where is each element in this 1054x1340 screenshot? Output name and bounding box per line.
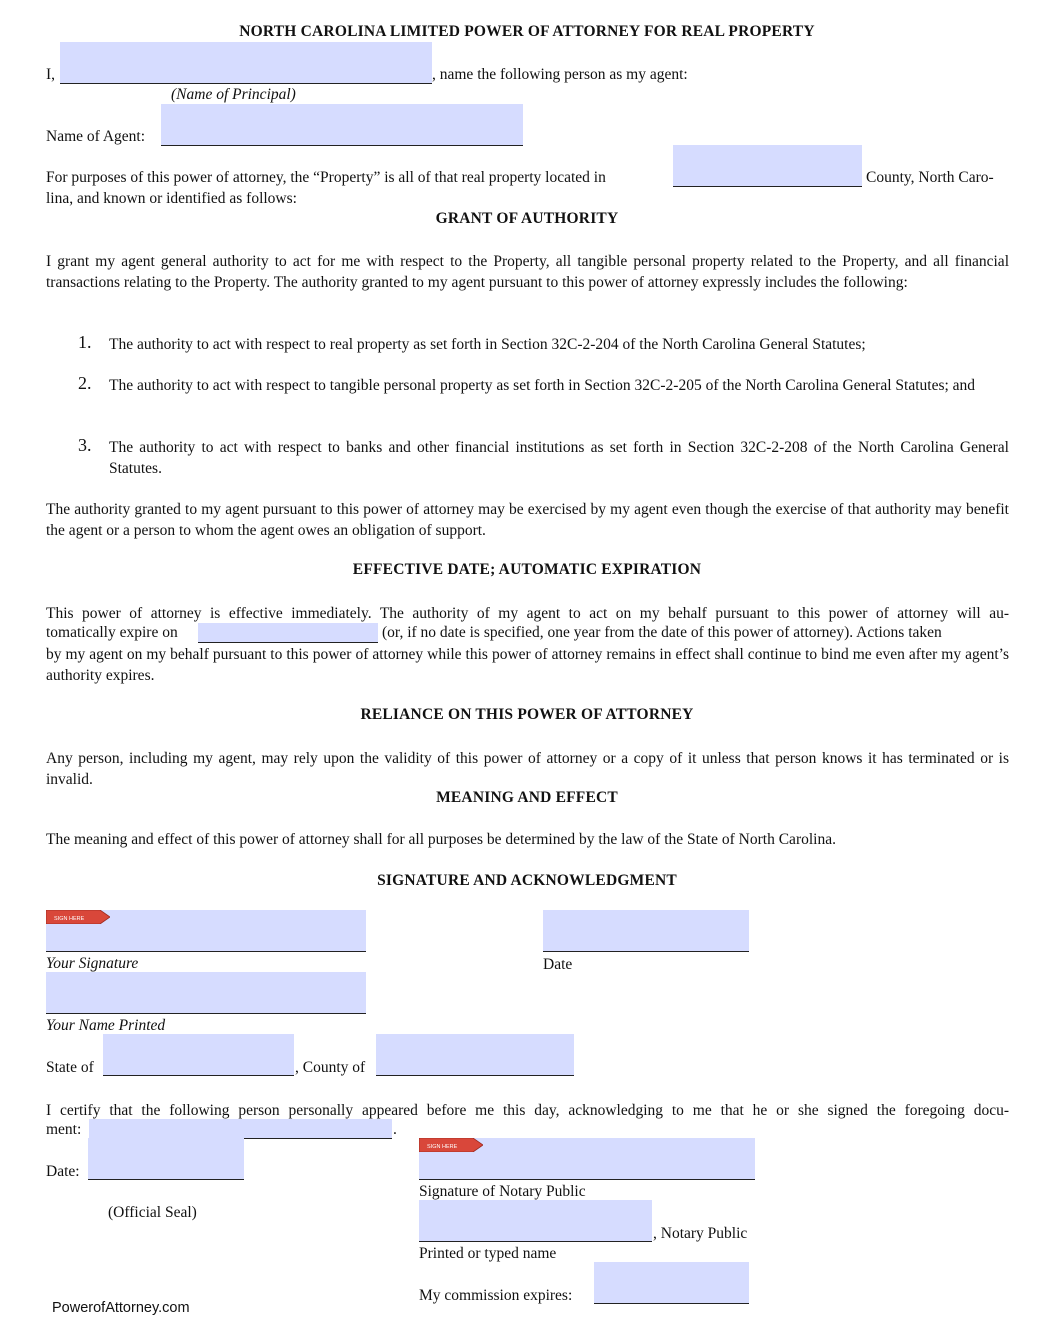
notary-name-field[interactable]: [419, 1200, 652, 1242]
list-number: 1.: [78, 332, 92, 352]
signature-heading: SIGNATURE AND ACKNOWLEDGMENT: [377, 872, 677, 889]
notary-signature-field[interactable]: [419, 1138, 755, 1180]
notary-date-label: Date:: [46, 1163, 80, 1180]
your-signature-field[interactable]: [46, 910, 366, 952]
benefit-text: The authority granted to my agent pursuant to this power of attorney may be exercised by my agent even though the exercise of that authority may benefit the agent or a person to whom the agent owes an obligation of support.: [46, 501, 1009, 539]
printed-name-field[interactable]: [46, 972, 366, 1014]
sign-here-tag-text: SIGN HERE: [54, 916, 85, 922]
official-seal-label: (Official Seal): [108, 1204, 197, 1221]
state-label: State of: [46, 1059, 94, 1076]
list-number: 2.: [78, 373, 92, 393]
printed-name-notary-caption: Printed or typed name: [419, 1245, 557, 1262]
list-item: The authority to act with respect to banks and other financial institutions as set forth in Section 32C-2-208 of the North Carolina General Statutes.: [109, 439, 1009, 477]
certify-period: .: [393, 1121, 397, 1138]
printed-name-caption: Your Name Printed: [46, 1017, 166, 1034]
certify-line1: I certify that the following person personally appeared before me this day, acknowledging to me that he or she signed the foregoing docu-: [46, 1102, 1009, 1119]
meaning-text: The meaning and effect of this power of attorney shall for all purposes be determined by the law of the State of North Carolina.: [46, 831, 836, 848]
document-title: NORTH CAROLINA LIMITED POWER OF ATTORNEY FOR REAL PROPERTY: [239, 23, 815, 40]
meaning-heading: MEANING AND EFFECT: [436, 789, 618, 806]
list-item: The authority to act with respect to tangible personal property as set forth in Section 32C-2-205 of the North Carolina General Statutes; and: [109, 377, 976, 394]
reliance-text: Any person, including my agent, may rely upon the validity of this power of attorney or a copy of it unless that person knows it has terminated or is invalid.: [46, 750, 1009, 788]
certify-line2: ment:: [46, 1121, 82, 1138]
agent-label: Name of Agent:: [46, 128, 146, 145]
effective-line2-start: tomatically expire on: [46, 624, 178, 641]
sign-here-tag-icon: [419, 1138, 483, 1152]
agent-intro-text: , name the following person as my agent:: [432, 66, 688, 83]
county-field[interactable]: [673, 145, 862, 187]
list-item: The authority to act with respect to real property as set forth in Section 32C-2-204 of the North Carolina General Statutes;: [109, 336, 866, 353]
property-county-text: County, North Caro-: [866, 169, 994, 186]
grant-heading: GRANT OF AUTHORITY: [435, 210, 619, 227]
effective-line1: This power of attorney is effective immediately. The authority of my agent to act on my behalf pursuant to this power of attorney will au-: [46, 605, 1009, 622]
date-caption: Date: [543, 956, 573, 973]
sign-here-tag-icon: [46, 910, 110, 924]
principal-name-field[interactable]: [60, 42, 432, 84]
expiration-date-field[interactable]: [198, 623, 378, 643]
notary-date-field[interactable]: [88, 1138, 244, 1180]
notary-public-label: , Notary Public: [653, 1225, 748, 1242]
commission-label: My commission expires:: [419, 1287, 573, 1304]
effective-line3: by my agent on my behalf pursuant to this power of attorney while this power of attorney remains in effect shall continue to bind me even after my agent’s authority expires.: [46, 646, 1009, 684]
state-field[interactable]: [103, 1034, 294, 1076]
i-label: I,: [46, 66, 56, 83]
appeared-person-field[interactable]: [89, 1119, 392, 1139]
notary-signature-caption: Signature of Notary Public: [419, 1183, 586, 1200]
effective-line2-end: (or, if no date is specified, one year from the date of this power of attorney). Actions taken: [382, 624, 942, 641]
property-text-line2: lina, and known or identified as follows:: [46, 190, 297, 207]
effective-heading: EFFECTIVE DATE; AUTOMATIC EXPIRATION: [352, 561, 702, 578]
county-label: , County of: [295, 1059, 366, 1076]
agent-name-field[interactable]: [161, 104, 523, 146]
list-number: 3.: [78, 435, 92, 455]
footer-brand: PowerofAttorney.com: [52, 1300, 190, 1316]
reliance-heading: RELIANCE ON THIS POWER OF ATTORNEY: [360, 706, 694, 723]
your-signature-caption: Your Signature: [46, 955, 139, 972]
principal-caption: (Name of Principal): [171, 86, 296, 103]
property-text: For purposes of this power of attorney, the “Property” is all of that real property located in: [46, 169, 606, 186]
grant-text: I grant my agent general authority to act for me with respect to the Property, all tangible personal property related to the Property, and all financial transactions relating to the Property. The authority granted to my agent pursuant to this power of attorney expressly includes the following:: [46, 253, 1009, 291]
signature-date-field[interactable]: [543, 910, 749, 952]
commission-expires-field[interactable]: [594, 1262, 749, 1304]
notary-county-field[interactable]: [376, 1034, 574, 1076]
sign-here-tag-text: SIGN HERE: [427, 1144, 458, 1150]
